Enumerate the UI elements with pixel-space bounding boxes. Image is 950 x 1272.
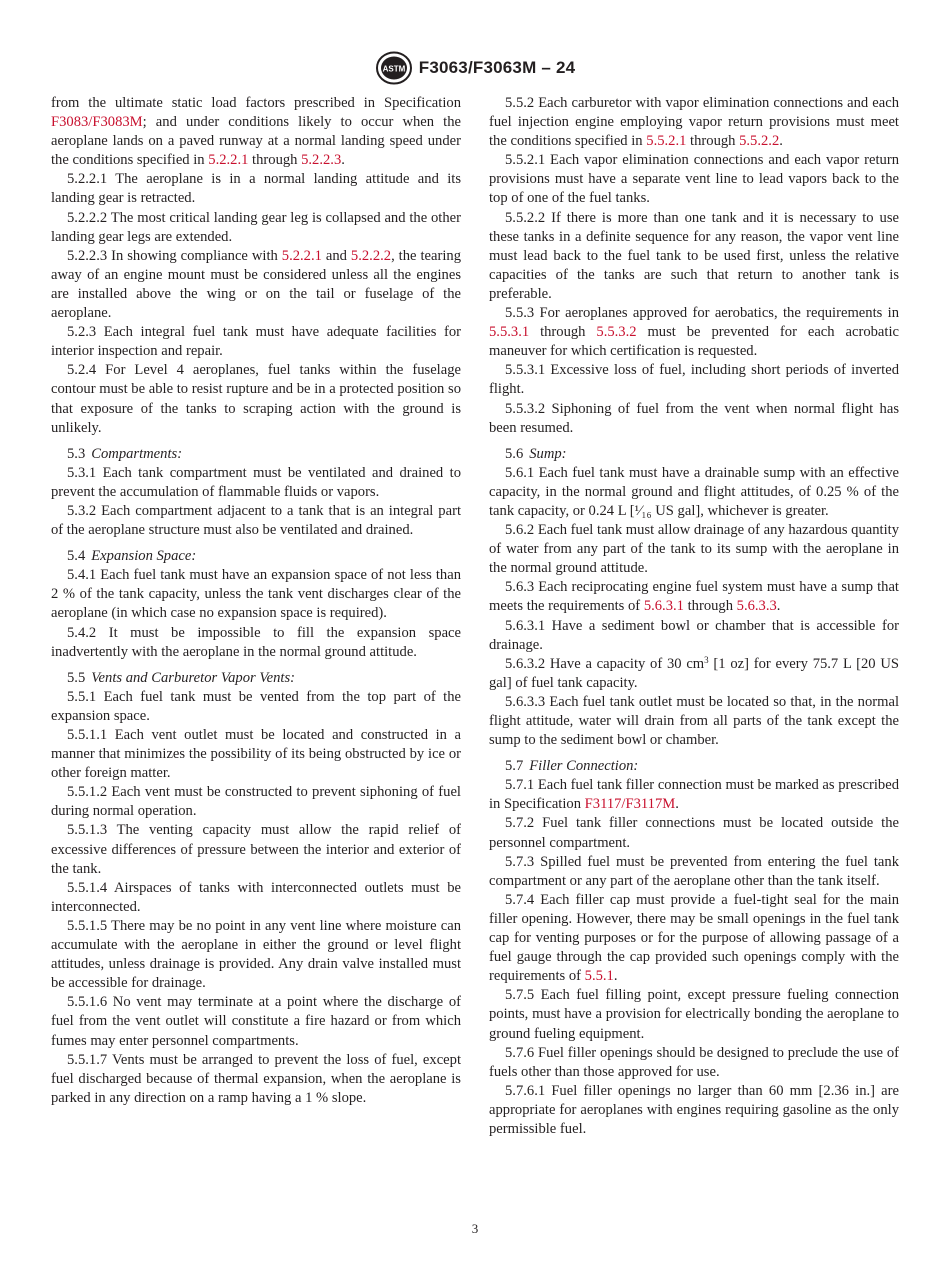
paragraph: 5.2.3 Each integral fuel tank must have adequate facilities for interior inspection and repair.: [51, 324, 461, 360]
paragraph: 5.7.1 Each fuel tank filler connection must be marked as prescribed in Specification F3117/F3117M.: [489, 777, 899, 813]
paragraph: 5.5.3 For aeroplanes approved for aerobatics, the requirements in 5.5.3.1 through 5.5.3.2 must be prevented for each acrobatic maneuver for which certification is requested.: [489, 305, 899, 360]
paragraph: 5.2.2.2 The most critical landing gear leg is collapsed and the other landing gear legs are extended.: [51, 209, 461, 245]
paragraph: 5.5.2 Each carburetor with vapor elimination connections and each fuel injection engine employing vapor return provisions must meet the conditions specified in 5.5.2.1 through 5.5.2.2.: [489, 95, 899, 150]
paragraph: 5.5.1.6 No vent may terminate at a point where the discharge of fuel from the vent outlet will constitute a fire hazard or from which fumes may enter personnel compartments.: [51, 994, 461, 1049]
paragraph: 5.5.2.1 Each vapor elimination connections and each vapor return provisions must have a separate vent line to lead vapors back to the top of one of the fuel tanks.: [489, 152, 899, 207]
section-link[interactable]: 5.5.2.2: [739, 133, 780, 150]
page-header: [0, 50, 950, 86]
spec-link[interactable]: F3083/F3083M: [51, 114, 143, 131]
paragraph: 5.6.1 Each fuel tank must have a drainable sump with an effective capacity, in the normal ground and flight attitudes, of 0.25 % of the tank capacity, or 0.24 L [¹⁄₁₆ US gal], whichever is greater.: [489, 464, 899, 519]
paragraph: 5.2.2.3 In showing compliance with 5.2.2.1 and 5.2.2.2, the tearing away of an engine mount must be considered unless all the engines are installed above the wing or on the tail or fuselage of the aeroplane.: [51, 247, 461, 322]
section-heading: 5.4 Expansion Space:: [67, 548, 197, 565]
section-link[interactable]: 5.2.2.3: [301, 152, 342, 169]
paragraph: 5.6.3 Each reciprocating engine fuel system must have a sump that meets the requirements of 5.6.3.1 through 5.6.3.3.: [489, 579, 899, 615]
section-link[interactable]: 5.2.2.2: [350, 247, 392, 264]
paragraph: 5.7.2 Fuel tank filler connections must be located outside the personnel compartment.: [489, 815, 899, 851]
paragraph: 5.3.1 Each tank compartment must be ventilated and drained to prevent the accumulation of flammable fluids or vapors.: [51, 464, 461, 500]
paragraph: 5.7.5 Each fuel filling point, except pressure fueling connection points, must have a provision for electrically bonding the aeroplane to ground fueling equipment.: [489, 987, 899, 1042]
paragraph: 5.5.2.2 If there is more than one tank and it is necessary to use these tanks in a definite sequence for any reason, the vapor vent line must lead back to the fuel tank to be used first, unless the relative capacities of the tanks are such that return to another tank is preferable.: [489, 209, 899, 302]
section-link[interactable]: 5.2.2.1: [208, 152, 249, 169]
page-number: 3: [471, 1221, 479, 1236]
paragraph: 5.5.1.7 Vents must be arranged to prevent the loss of fuel, except fuel discharged because of thermal expansion, when the aeroplane is parked in any direction on a ramp having a 1 % slope.: [51, 1051, 461, 1106]
section-link[interactable]: 5.5.3.1: [489, 324, 530, 341]
paragraph: 5.6.3.3 Each fuel tank outlet must be located so that, in the normal flight attitude, water will drain from all parts of the tank except the sump to the sediment bowl or chamber.: [489, 693, 899, 749]
paragraph: 5.5.1 Each fuel tank must be vented from the top part of the expansion space.: [51, 688, 461, 724]
paragraph: 5.5.1.2 Each vent must be constructed to prevent siphoning of fuel during normal operation.: [51, 784, 461, 820]
astm-logo-icon: [375, 51, 413, 85]
section-heading: 5.5 Vents and Carburetor Vapor Vents:: [67, 669, 296, 686]
section-link[interactable]: 5.5.2.1: [646, 133, 687, 150]
paragraph: 5.2.4 For Level 4 aeroplanes, fuel tanks within the fuselage contour must be able to resist rupture and be in a protected position so that exposure of the tanks to scraping action with the ground is unlikely.: [51, 362, 461, 436]
paragraph: 5.7.4 Each filler cap must provide a fuel-tight seal for the main filler opening. However, there may be small openings in the fuel tank cap for venting purposes or for the purpose of allowing passage of a fuel gauge through the cap provided such openings comply with the requirements of 5.5.1.: [489, 891, 899, 985]
paragraph: 5.3.2 Each compartment adjacent to a tank that is an integral part of the aeroplane structure must also be ventilated and drained.: [51, 502, 461, 539]
section-link[interactable]: 5.6.3.3: [736, 598, 777, 615]
superscript: 3: [704, 654, 709, 665]
logo-text: ASTM: [382, 64, 406, 74]
paragraph: 5.7.6.1 Fuel filler openings no larger than 60 mm [2.36 in.] are appropriate for aeroplanes with engines requiring gasoline as the only permissible fuel.: [489, 1082, 899, 1137]
section-link[interactable]: 5.2.2.1: [281, 247, 322, 264]
paragraph: 5.5.1.1 Each vent outlet must be located and constructed in a manner that minimizes the possibility of its being obstructed by ice or other foreign matter.: [51, 727, 461, 782]
section-heading: 5.6 Sump:: [505, 445, 567, 462]
right-column: [489, 94, 899, 1139]
paragraph: 5.5.3.1 Excessive loss of fuel, including short periods of inverted flight.: [489, 362, 899, 398]
section-heading: 5.7 Filler Connection:: [505, 758, 639, 775]
paragraph: 5.4.2 It must be impossible to fill the expansion space inadvertently with the aeroplane in the normal ground attitude.: [51, 624, 461, 660]
paragraph: 5.6.3.2 Have a capacity of 30 $cm^3$ [1 oz] for every 75.7 L [20 US gal] of fuel tank capacity.: [489, 654, 899, 691]
paragraph: 5.7.6 Fuel filler openings should be designed to preclude the use of fuels other than those approved for use.: [489, 1044, 899, 1080]
paragraph: 5.4.1 Each fuel tank must have an expansion space of not less than 2 % of the tank capacity, unless the tank vent discharges clear of the aeroplane (in which case no expansion space is required).: [51, 567, 461, 622]
section-link[interactable]: 5.6.3.1: [643, 598, 684, 615]
document-id: F3063/F3063M – 24: [418, 58, 576, 77]
paragraph: 5.5.3.2 Siphoning of fuel from the vent when normal flight has been resumed.: [489, 400, 899, 436]
paragraph: 5.7.3 Spilled fuel must be prevented from entering the fuel tank compartment or any part of the aeroplane other than the tank itself.: [489, 853, 899, 889]
left-column: [51, 94, 461, 1108]
section-link[interactable]: 5.5.3.2: [596, 324, 637, 341]
paragraph: 5.5.1.3 The venting capacity must allow the rapid relief of excessive differences of pressure between the interior and exterior of the tank.: [51, 822, 461, 877]
spec-link[interactable]: F3117/F3117M: [584, 796, 676, 813]
section-heading: 5.3 Compartments:: [67, 445, 183, 462]
paragraph: 5.5.1.4 Airspaces of tanks with interconnected outlets must be interconnected.: [51, 879, 461, 915]
paragraph: from the ultimate static load factors prescribed in Specification F3083/F3083M; and under conditions likely to occur when the aeroplane lands on a paved runway at a normal landing speed under the conditions specified in 5.2.2.1 through 5.2.2.3.: [51, 95, 461, 169]
paragraph: 5.2.2.1 The aeroplane is in a normal landing attitude and its landing gear is retracted.: [51, 171, 461, 207]
paragraph: 5.5.1.5 There may be no point in any vent line where moisture can accumulate with the aeroplane in either the ground or level flight attitudes, unless drainage is provided. Any drain valve installed must be accessible for drainage.: [51, 917, 461, 992]
paragraph: 5.6.3.1 Have a sediment bowl or chamber that is accessible for drainage.: [489, 617, 899, 653]
section-link[interactable]: 5.5.1: [584, 968, 614, 985]
paragraph: 5.6.2 Each fuel tank must allow drainage of any hazardous quantity of water from any part of the tank to its sump with the aeroplane in the normal ground attitude.: [489, 522, 899, 577]
